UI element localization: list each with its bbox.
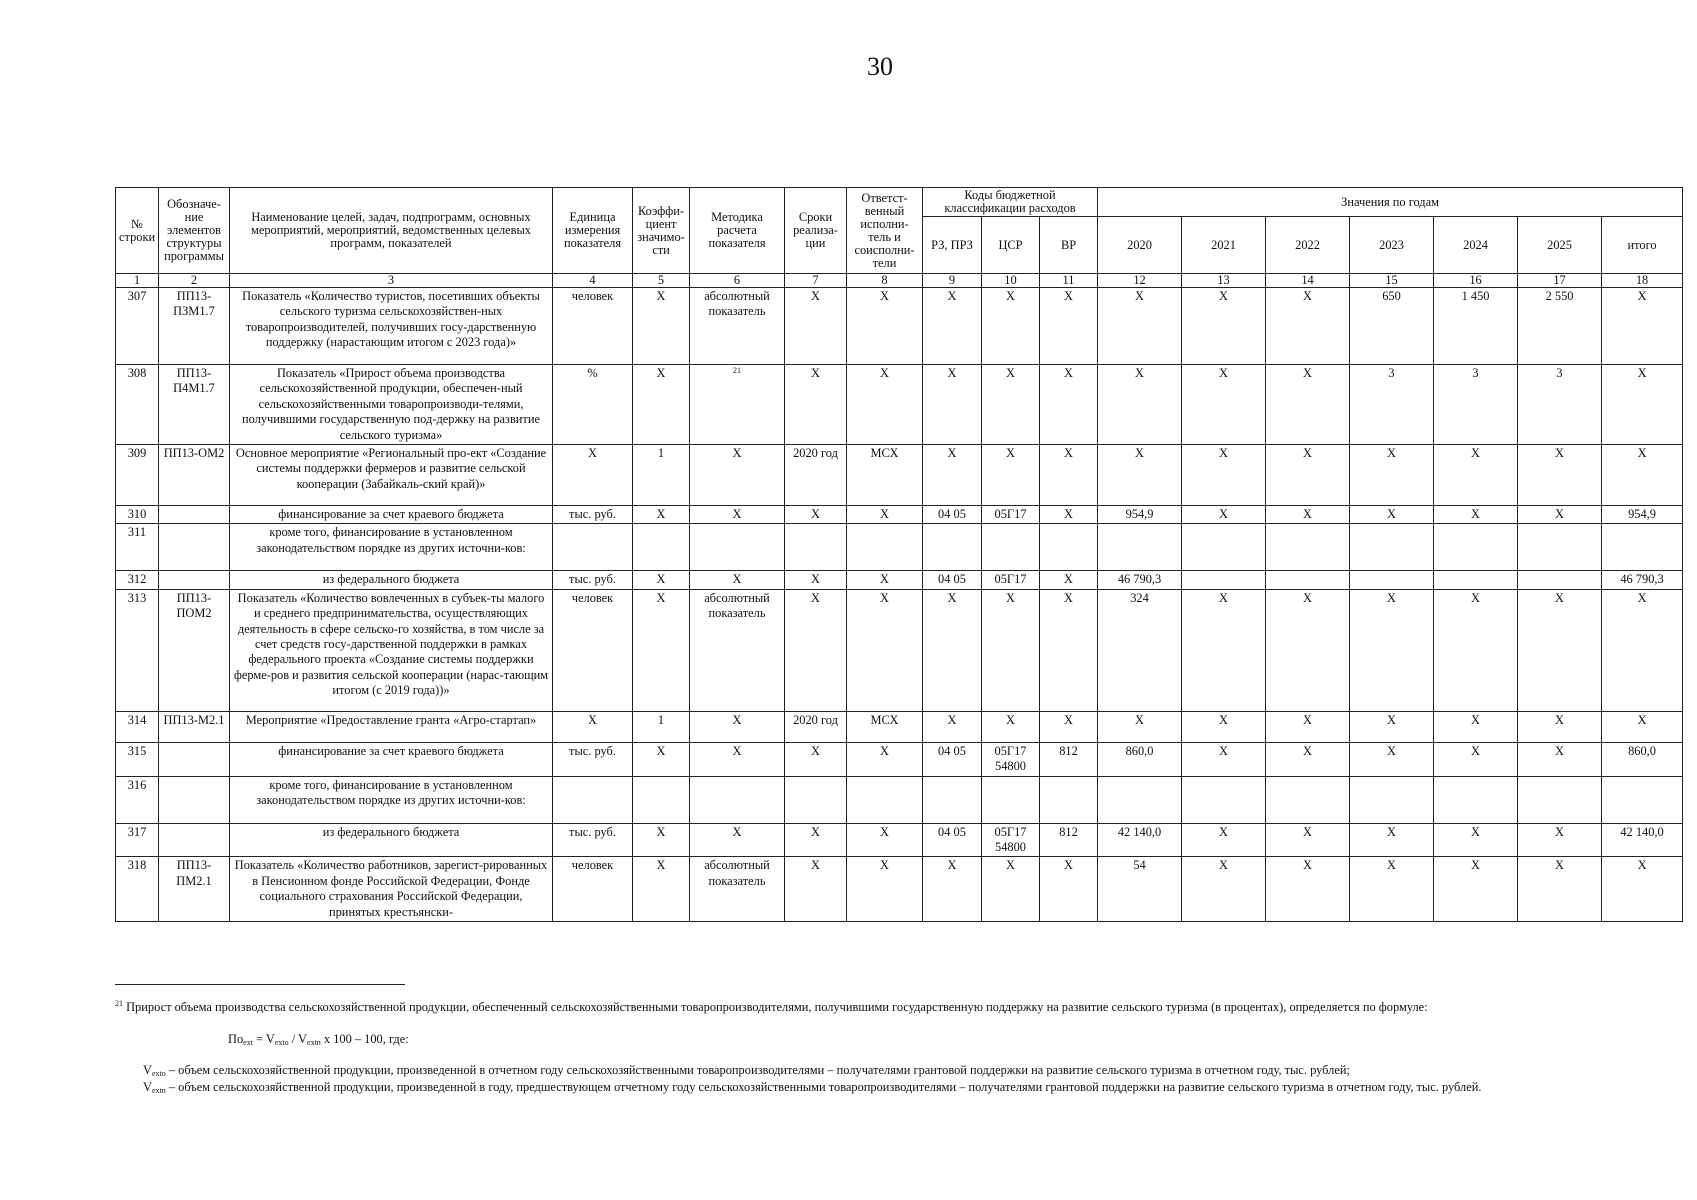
row-name: Показатель «Количество туристов, посетивших объекты сельского туризма сельскохозяйствен-ных товаропроизводителей, получивших госу-дарственную поддержку (нарастающим итогом с 2023 года)» xyxy=(230,288,553,365)
value-2023: Х xyxy=(1350,711,1434,742)
value-2025: 3 xyxy=(1518,365,1602,445)
method: Х xyxy=(690,571,785,589)
definition-1-var: V xyxy=(143,1063,152,1077)
column-number: 8 xyxy=(847,274,923,288)
column-number: 5 xyxy=(633,274,690,288)
designation-code xyxy=(159,571,230,589)
definition-2-text: – объем сельскохозяйственной продукции, произведенной в году, предшествующем отчетному году сельскохозяйственными товаропроизводителями – получателями грантовой поддержки на развитие сельского туризма в отчетном году, тыс. рублей. xyxy=(165,1080,1482,1094)
header-year-2020: 2020 xyxy=(1098,217,1182,274)
table-row xyxy=(116,524,1683,571)
coefficient: Х xyxy=(633,857,690,922)
value-2020 xyxy=(1098,776,1182,823)
table-row xyxy=(116,823,1683,857)
header-terms: Сроки реализа-ции xyxy=(785,188,847,274)
value-2020: Х xyxy=(1098,711,1182,742)
value-2024: Х xyxy=(1434,506,1518,524)
value-2025: Х xyxy=(1518,742,1602,776)
formula-v2-sub: extn xyxy=(307,1038,321,1047)
terms: Х xyxy=(785,288,847,365)
method: Х xyxy=(690,445,785,506)
header-designation: Обозначе-ние элементов структуры программы xyxy=(159,188,230,274)
vr-code: Х xyxy=(1040,589,1098,711)
column-number-row xyxy=(116,274,1683,288)
coefficient: Х xyxy=(633,589,690,711)
definition-2-var: V xyxy=(143,1080,152,1094)
responsible: Х xyxy=(847,823,923,857)
value-2023 xyxy=(1350,524,1434,571)
program-indicators-table xyxy=(115,187,1683,922)
row-name: кроме того, финансирование в установленном законодательством порядке из других источни-ков: xyxy=(230,524,553,571)
value-2025 xyxy=(1518,571,1602,589)
footnote-definition-vextn xyxy=(115,1079,1660,1095)
value-2024: Х xyxy=(1434,857,1518,922)
value-total: Х xyxy=(1602,589,1683,711)
value-total: 954,9 xyxy=(1602,506,1683,524)
formula-lhs-sub: ext xyxy=(243,1038,253,1047)
value-2023: 650 xyxy=(1350,288,1434,365)
table-row xyxy=(116,288,1683,365)
column-number: 13 xyxy=(1182,274,1266,288)
row-number: 310 xyxy=(116,506,159,524)
value-total xyxy=(1602,776,1683,823)
coefficient: Х xyxy=(633,742,690,776)
row-number: 315 xyxy=(116,742,159,776)
definition-1-text: – объем сельскохозяйственной продукции, произведенной в отчетном году сельскохозяйственными товаропроизводителями – получателями грантовой поддержки на развитие сельского туризма в отчетном году, тыс. рублей; xyxy=(165,1063,1350,1077)
method xyxy=(690,776,785,823)
table-row xyxy=(116,445,1683,506)
terms: Х xyxy=(785,589,847,711)
column-number: 15 xyxy=(1350,274,1434,288)
unit: Х xyxy=(553,711,633,742)
method: абсолютный показатель xyxy=(690,288,785,365)
value-2022: Х xyxy=(1266,445,1350,506)
header-method: Методика расчета показателя xyxy=(690,188,785,274)
csr-code xyxy=(982,776,1040,823)
row-name: Показатель «Количество работников, зарегист-рированных в Пенсионном фонде Российской Федерации, Фонде социального страхования Российской Федерации, принятых крестьянски- xyxy=(230,857,553,922)
rz-prz-code: Х xyxy=(923,857,982,922)
value-total: 42 140,0 xyxy=(1602,823,1683,857)
responsible: МСХ xyxy=(847,711,923,742)
table-row xyxy=(116,589,1683,711)
value-2025: Х xyxy=(1518,823,1602,857)
value-2020: 954,9 xyxy=(1098,506,1182,524)
row-name: Показатель «Количество вовлеченных в субъек-ты малого и среднего предпринимательства, осуществляющих деятельность в сфере сельско-го хозяйства, в том числе за счет средств госу-дарственной поддержки в рамках федерального проекта «Создание системы поддержки ферме-ров и развития сельской кооперации (нарас-тающим итогом (с 2019 года))» xyxy=(230,589,553,711)
value-2020: 860,0 xyxy=(1098,742,1182,776)
value-2024 xyxy=(1434,524,1518,571)
terms xyxy=(785,776,847,823)
column-number: 6 xyxy=(690,274,785,288)
value-2022: Х xyxy=(1266,365,1350,445)
column-number: 11 xyxy=(1040,274,1098,288)
value-2020: 54 xyxy=(1098,857,1182,922)
value-2021 xyxy=(1182,571,1266,589)
header-year-2021: 2021 xyxy=(1182,217,1266,274)
rz-prz-code: Х xyxy=(923,445,982,506)
value-2020: 324 xyxy=(1098,589,1182,711)
value-total: Х xyxy=(1602,365,1683,445)
value-2025: 2 550 xyxy=(1518,288,1602,365)
value-2022: Х xyxy=(1266,857,1350,922)
terms xyxy=(785,524,847,571)
csr-code: Х xyxy=(982,445,1040,506)
row-name: финансирование за счет краевого бюджета xyxy=(230,742,553,776)
value-2024: 3 xyxy=(1434,365,1518,445)
footnote-divider xyxy=(115,984,405,985)
method xyxy=(690,524,785,571)
row-name: кроме того, финансирование в установленном законодательством порядке из других источни-ков: xyxy=(230,776,553,823)
value-2023: Х xyxy=(1350,857,1434,922)
unit: тыс. руб. xyxy=(553,742,633,776)
vr-code: Х xyxy=(1040,506,1098,524)
value-2024 xyxy=(1434,571,1518,589)
row-number: 312 xyxy=(116,571,159,589)
method: Х xyxy=(690,742,785,776)
value-2025: Х xyxy=(1518,711,1602,742)
value-2021 xyxy=(1182,776,1266,823)
vr-code: Х xyxy=(1040,711,1098,742)
value-total xyxy=(1602,524,1683,571)
unit: человек xyxy=(553,288,633,365)
csr-code: Х xyxy=(982,589,1040,711)
vr-code: Х xyxy=(1040,571,1098,589)
row-number: 317 xyxy=(116,823,159,857)
header-rz-prz: РЗ, ПРЗ xyxy=(923,217,982,274)
method: Х xyxy=(690,711,785,742)
value-2023: Х xyxy=(1350,589,1434,711)
rz-prz-code: 04 05 xyxy=(923,742,982,776)
coefficient xyxy=(633,776,690,823)
footnote-definition-vexto xyxy=(115,1062,1660,1078)
value-2023 xyxy=(1350,571,1434,589)
definition-1-sub: exto xyxy=(151,1069,166,1078)
column-number: 4 xyxy=(553,274,633,288)
table-body xyxy=(116,288,1683,922)
row-number: 314 xyxy=(116,711,159,742)
header-year-2022: 2022 xyxy=(1266,217,1350,274)
definition-2-sub: extn xyxy=(151,1086,166,1095)
formula-v1-sub: exto xyxy=(274,1038,289,1047)
footnote-formula xyxy=(228,1031,1697,1047)
rz-prz-code: Х xyxy=(923,365,982,445)
value-2022: Х xyxy=(1266,711,1350,742)
table-row xyxy=(116,506,1683,524)
row-number: 316 xyxy=(116,776,159,823)
designation-code xyxy=(159,506,230,524)
value-2024 xyxy=(1434,776,1518,823)
method: абсолютный показатель xyxy=(690,589,785,711)
vr-code: Х xyxy=(1040,365,1098,445)
coefficient: Х xyxy=(633,506,690,524)
table-row xyxy=(116,711,1683,742)
vr-code xyxy=(1040,524,1098,571)
column-number: 7 xyxy=(785,274,847,288)
coefficient: Х xyxy=(633,571,690,589)
header-budget-codes: Коды бюджетной классификации расходов xyxy=(923,188,1098,217)
value-2022: Х xyxy=(1266,823,1350,857)
value-total: 46 790,3 xyxy=(1602,571,1683,589)
formula-rest: x 100 – 100, где: xyxy=(320,1032,409,1046)
header-coefficient: Коэффи-циент значимо-сти xyxy=(633,188,690,274)
column-number: 16 xyxy=(1434,274,1518,288)
method: абсолютный показатель xyxy=(690,857,785,922)
value-2024: Х xyxy=(1434,742,1518,776)
responsible: Х xyxy=(847,506,923,524)
unit: тыс. руб. xyxy=(553,506,633,524)
responsible xyxy=(847,524,923,571)
designation-code: ПП13-ПЗМ1.7 xyxy=(159,288,230,365)
csr-code: 05Г17 54800 xyxy=(982,823,1040,857)
terms: Х xyxy=(785,506,847,524)
header-row-no: № строки xyxy=(116,188,159,274)
value-2020: Х xyxy=(1098,445,1182,506)
value-2020: Х xyxy=(1098,288,1182,365)
vr-code: Х xyxy=(1040,288,1098,365)
value-2021: Х xyxy=(1182,742,1266,776)
header-year-2024: 2024 xyxy=(1434,217,1518,274)
designation-code xyxy=(159,742,230,776)
column-number: 3 xyxy=(230,274,553,288)
column-number: 10 xyxy=(982,274,1040,288)
value-2024: Х xyxy=(1434,823,1518,857)
table-row xyxy=(116,742,1683,776)
value-2021: Х xyxy=(1182,365,1266,445)
csr-code: Х xyxy=(982,857,1040,922)
csr-code: Х xyxy=(982,365,1040,445)
row-name: из федерального бюджета xyxy=(230,571,553,589)
designation-code: ПП13-ПМ2.1 xyxy=(159,857,230,922)
header-year-2025: 2025 xyxy=(1518,217,1602,274)
row-number: 307 xyxy=(116,288,159,365)
value-2025 xyxy=(1518,524,1602,571)
value-2021: Х xyxy=(1182,506,1266,524)
rz-prz-code: 04 05 xyxy=(923,506,982,524)
unit: человек xyxy=(553,589,633,711)
unit xyxy=(553,776,633,823)
row-name: финансирование за счет краевого бюджета xyxy=(230,506,553,524)
table-row xyxy=(116,857,1683,922)
row-number: 311 xyxy=(116,524,159,571)
designation-code: ПП13-М2.1 xyxy=(159,711,230,742)
designation-code xyxy=(159,776,230,823)
header-csr: ЦСР xyxy=(982,217,1040,274)
row-name: Основное мероприятие «Региональный про-ект «Создание системы поддержки фермеров и развитие сельской кооперации (Забайкаль-ский край)» xyxy=(230,445,553,506)
value-2021: Х xyxy=(1182,589,1266,711)
value-2022 xyxy=(1266,776,1350,823)
value-2025: Х xyxy=(1518,857,1602,922)
value-2020: Х xyxy=(1098,365,1182,445)
row-name: Показатель «Прирост объема производства сельскохозяйственной продукции, обеспечен-ный сельскохозяйственными товаропроизводи-телями, получившими государственную под-держку на развитие сельского туризма» xyxy=(230,365,553,445)
responsible: Х xyxy=(847,571,923,589)
value-2022: Х xyxy=(1266,589,1350,711)
value-2021: Х xyxy=(1182,823,1266,857)
value-2024: Х xyxy=(1434,711,1518,742)
designation-code: ПП13-ПОМ2 xyxy=(159,589,230,711)
value-2022 xyxy=(1266,571,1350,589)
terms: Х xyxy=(785,571,847,589)
value-2020 xyxy=(1098,524,1182,571)
value-2023 xyxy=(1350,776,1434,823)
responsible: МСХ xyxy=(847,445,923,506)
terms: Х xyxy=(785,742,847,776)
value-2024: Х xyxy=(1434,589,1518,711)
unit xyxy=(553,524,633,571)
coefficient: 1 xyxy=(633,445,690,506)
value-2025: Х xyxy=(1518,589,1602,711)
value-2023: Х xyxy=(1350,823,1434,857)
value-2023: 3 xyxy=(1350,365,1434,445)
column-number: 14 xyxy=(1266,274,1350,288)
column-number: 1 xyxy=(116,274,159,288)
row-number: 308 xyxy=(116,365,159,445)
designation-code: ПП13-ОМ2 xyxy=(159,445,230,506)
value-2021: Х xyxy=(1182,711,1266,742)
vr-code: 812 xyxy=(1040,742,1098,776)
unit: тыс. руб. xyxy=(553,571,633,589)
value-2020: 46 790,3 xyxy=(1098,571,1182,589)
terms: Х xyxy=(785,365,847,445)
vr-code: 812 xyxy=(1040,823,1098,857)
vr-code: Х xyxy=(1040,445,1098,506)
csr-code: 05Г17 xyxy=(982,571,1040,589)
rz-prz-code xyxy=(923,776,982,823)
value-2022: Х xyxy=(1266,288,1350,365)
terms: Х xyxy=(785,857,847,922)
csr-code: Х xyxy=(982,288,1040,365)
table-row xyxy=(116,776,1683,823)
value-2023: Х xyxy=(1350,445,1434,506)
column-number: 12 xyxy=(1098,274,1182,288)
header-values-by-year: Значения по годам xyxy=(1098,188,1683,217)
header-year-2023: 2023 xyxy=(1350,217,1434,274)
value-total: Х xyxy=(1602,288,1683,365)
coefficient: Х xyxy=(633,288,690,365)
footnote-text: Прирост объема производства сельскохозяйственной продукции, обеспеченный сельскохозяйственными товаропроизводителями, получившими государственную поддержку на развитие сельского туризма (в процентах), определяется по формуле: xyxy=(123,1000,1428,1014)
csr-code: 05Г17 xyxy=(982,506,1040,524)
rz-prz-code: Х xyxy=(923,711,982,742)
value-total: Х xyxy=(1602,711,1683,742)
vr-code xyxy=(1040,776,1098,823)
coefficient: 1 xyxy=(633,711,690,742)
value-total: Х xyxy=(1602,445,1683,506)
csr-code xyxy=(982,524,1040,571)
rz-prz-code: 04 05 xyxy=(923,571,982,589)
csr-code: Х xyxy=(982,711,1040,742)
header-unit: Единица измерения показателя xyxy=(553,188,633,274)
designation-code xyxy=(159,524,230,571)
value-2024: 1 450 xyxy=(1434,288,1518,365)
value-2022: Х xyxy=(1266,506,1350,524)
row-number: 313 xyxy=(116,589,159,711)
value-2021 xyxy=(1182,524,1266,571)
table-row xyxy=(116,365,1683,445)
column-number: 9 xyxy=(923,274,982,288)
value-2022 xyxy=(1266,524,1350,571)
unit: человек xyxy=(553,857,633,922)
designation-code xyxy=(159,823,230,857)
terms: Х xyxy=(785,823,847,857)
responsible: Х xyxy=(847,857,923,922)
row-name: Мероприятие «Предоставление гранта «Агро-стартап» xyxy=(230,711,553,742)
row-number: 318 xyxy=(116,857,159,922)
terms: 2020 год xyxy=(785,711,847,742)
column-number: 17 xyxy=(1518,274,1602,288)
value-2025: Х xyxy=(1518,445,1602,506)
formula-divide: / V xyxy=(288,1032,308,1046)
value-2024: Х xyxy=(1434,445,1518,506)
rz-prz-code xyxy=(923,524,982,571)
unit: % xyxy=(553,365,633,445)
header-total: итого xyxy=(1602,217,1683,274)
rz-prz-code: Х xyxy=(923,589,982,711)
value-2022: Х xyxy=(1266,742,1350,776)
header-vr: ВР xyxy=(1040,217,1098,274)
rz-prz-code: 04 05 xyxy=(923,823,982,857)
designation-code: ПП13-П4М1.7 xyxy=(159,365,230,445)
responsible: Х xyxy=(847,365,923,445)
vr-code: Х xyxy=(1040,857,1098,922)
value-2023: Х xyxy=(1350,742,1434,776)
coefficient: Х xyxy=(633,365,690,445)
formula-lhs: По xyxy=(228,1032,244,1046)
value-total: Х xyxy=(1602,857,1683,922)
responsible: Х xyxy=(847,742,923,776)
value-2021: Х xyxy=(1182,288,1266,365)
header-name: Наименование целей, задач, подпрограмм, основных мероприятий, мероприятий, ведомственных целевых программ, показателей xyxy=(230,188,553,274)
value-2025 xyxy=(1518,776,1602,823)
method: Х xyxy=(690,823,785,857)
footnote-21 xyxy=(115,999,1660,1015)
value-2025: Х xyxy=(1518,506,1602,524)
column-number: 18 xyxy=(1602,274,1683,288)
responsible: Х xyxy=(847,589,923,711)
responsible xyxy=(847,776,923,823)
page-number: 30 xyxy=(867,52,893,81)
value-2020: 42 140,0 xyxy=(1098,823,1182,857)
method: 21 xyxy=(690,365,785,445)
rz-prz-code: Х xyxy=(923,288,982,365)
coefficient: Х xyxy=(633,823,690,857)
value-2021: Х xyxy=(1182,857,1266,922)
unit: Х xyxy=(553,445,633,506)
coefficient xyxy=(633,524,690,571)
header-responsible: Ответст-венный исполни-тель и соисполни-тели xyxy=(847,188,923,274)
method: Х xyxy=(690,506,785,524)
responsible: Х xyxy=(847,288,923,365)
unit: тыс. руб. xyxy=(553,823,633,857)
terms: 2020 год xyxy=(785,445,847,506)
row-name: из федерального бюджета xyxy=(230,823,553,857)
column-number: 2 xyxy=(159,274,230,288)
value-2021: Х xyxy=(1182,445,1266,506)
table-row xyxy=(116,571,1683,589)
footnote-mark: 21 xyxy=(115,999,123,1008)
row-number: 309 xyxy=(116,445,159,506)
csr-code: 05Г17 54800 xyxy=(982,742,1040,776)
value-total: 860,0 xyxy=(1602,742,1683,776)
value-2023: Х xyxy=(1350,506,1434,524)
formula-equals: = V xyxy=(252,1032,275,1046)
